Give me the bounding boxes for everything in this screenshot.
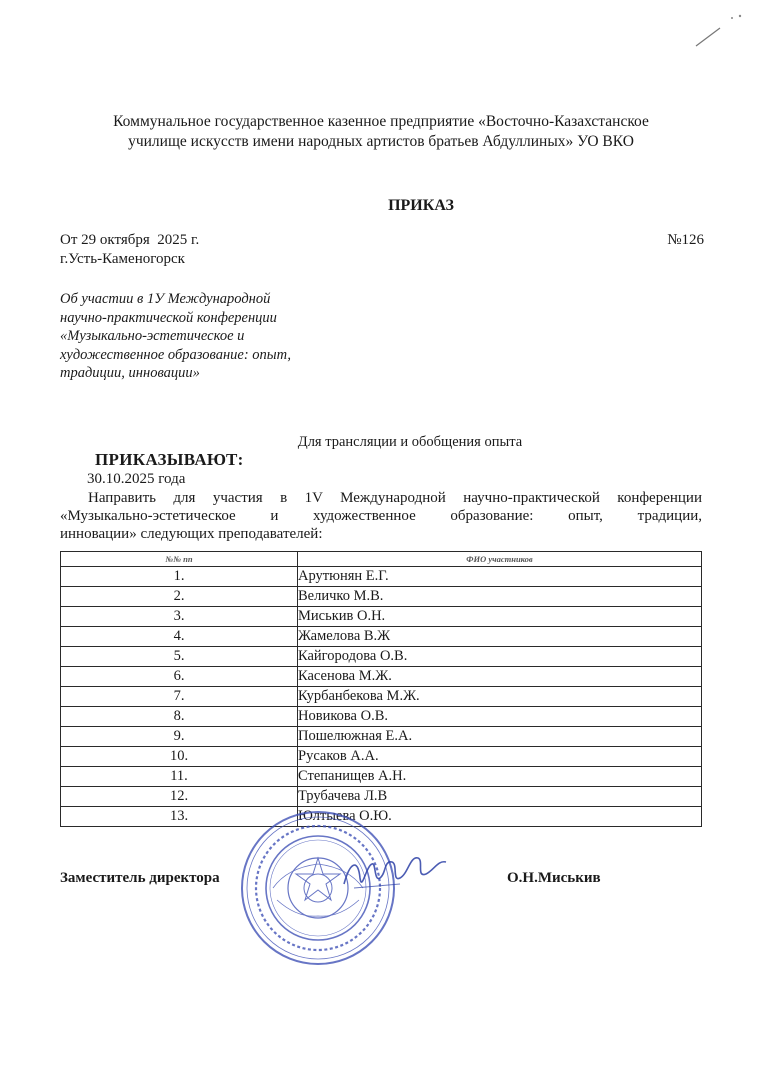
- participant-name: Миськив О.Н.: [298, 607, 702, 627]
- row-number: 10.: [61, 747, 298, 767]
- subject-line: традиции, инновации»: [60, 365, 200, 381]
- signer-name: О.Н.Миськив: [507, 870, 601, 886]
- document-subject: [60, 290, 360, 383]
- document-date: От 29 октября 2025 г.: [60, 232, 200, 248]
- participant-name: Арутюнян Е.Г.: [298, 567, 702, 587]
- organization-line-1: Коммунальное государственное казенное предприятие «Восточно-Казахстанское: [113, 113, 649, 130]
- row-number: 13.: [61, 807, 298, 827]
- row-number: 1.: [61, 567, 298, 587]
- organization-name: [60, 112, 702, 152]
- signature-icon: [340, 848, 450, 898]
- header-number: №№ пп: [61, 552, 298, 567]
- participant-name: Курбанбекова М.Ж.: [298, 687, 702, 707]
- row-number: 12.: [61, 787, 298, 807]
- row-number: 6.: [61, 667, 298, 687]
- table-row: [61, 607, 702, 627]
- table-row: [61, 727, 702, 747]
- order-text-line: инновации» следующих преподавателей:: [60, 526, 323, 542]
- document-city: г.Усть-Каменогорск: [60, 251, 185, 267]
- order-heading: ПРИКАЗЫВАЮТ:: [95, 450, 244, 469]
- signer-title: Заместитель директора: [60, 870, 220, 886]
- participant-name: Величко М.В.: [298, 587, 702, 607]
- row-number: 3.: [61, 607, 298, 627]
- participants-table: [60, 551, 702, 827]
- table-row: [61, 687, 702, 707]
- participant-name: Пошелюжная Е.А.: [298, 727, 702, 747]
- participant-name: Новикова О.В.: [298, 707, 702, 727]
- table-header-row: [61, 552, 702, 567]
- subject-line: художественное образование: опыт,: [60, 346, 292, 363]
- table-row: [61, 587, 702, 607]
- purpose-text: Для трансляции и обобщения опыта: [297, 434, 523, 450]
- participant-name: Кайгородова О.В.: [298, 647, 702, 667]
- row-number: 8.: [61, 707, 298, 727]
- table-row: [61, 707, 702, 727]
- row-number: 9.: [61, 727, 298, 747]
- subject-line: «Музыкально-эстетическое и: [60, 328, 245, 344]
- order-text: [60, 489, 702, 543]
- row-number: 7.: [61, 687, 298, 707]
- table-row: [61, 647, 702, 667]
- pen-mark-icon: [688, 10, 748, 50]
- order-text-line: «Музыкально-эстетическое и художественное образование: опыт, традиции,: [60, 508, 702, 524]
- table-row: [61, 747, 702, 767]
- table-row: [61, 627, 702, 647]
- row-number: 11.: [61, 767, 298, 787]
- participant-name: Русаков А.А.: [298, 747, 702, 767]
- participant-name: Юлтыева О.Ю.: [298, 807, 702, 827]
- participant-name: Жамелова В.Ж: [298, 627, 702, 647]
- participant-name: Трубачева Л.В: [298, 787, 702, 807]
- table-row: [61, 667, 702, 687]
- document-number: №126: [667, 232, 704, 248]
- order-text-line: Направить для участия в 1V Международной научно-практической конференции: [88, 490, 702, 506]
- subject-line: Об участии в 1У Международной: [60, 291, 271, 307]
- row-number: 4.: [61, 627, 298, 647]
- participant-name: Касенова М.Ж.: [298, 667, 702, 687]
- row-number: 2.: [61, 587, 298, 607]
- header-name: ФИО участников: [298, 552, 702, 567]
- order-date: 30.10.2025 года: [87, 471, 186, 487]
- participant-name: Степанищев А.Н.: [298, 767, 702, 787]
- table-row: [61, 567, 702, 587]
- table-row: [61, 787, 702, 807]
- document-title: ПРИКАЗ: [388, 197, 454, 214]
- table-row: [61, 767, 702, 787]
- subject-line: научно-практической конференции: [60, 309, 277, 326]
- organization-line-2: училище искусств имени народных артистов братьев Абдуллиных» УО ВКО: [128, 133, 634, 150]
- row-number: 5.: [61, 647, 298, 667]
